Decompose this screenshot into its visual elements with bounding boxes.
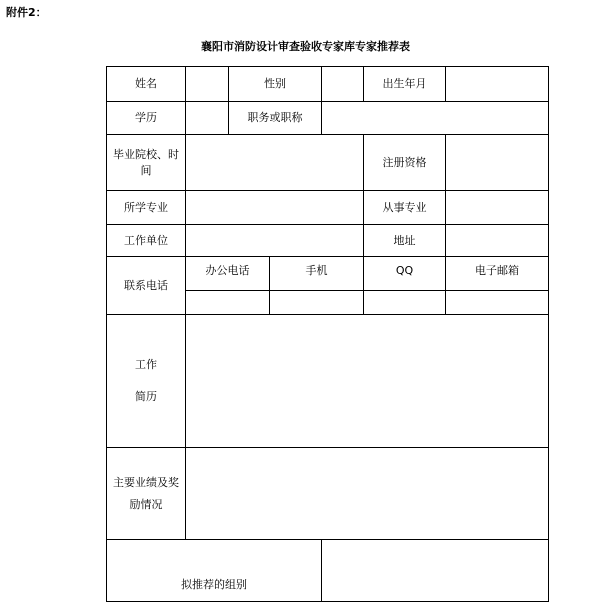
work-field-label: 从事专业 bbox=[364, 191, 446, 225]
school-label: 毕业院校、时 间 bbox=[107, 135, 186, 191]
school-value[interactable] bbox=[186, 135, 364, 191]
birth-label: 出生年月 bbox=[364, 67, 446, 102]
resume-value[interactable] bbox=[186, 315, 549, 448]
recommend-unit-value[interactable] bbox=[322, 540, 549, 602]
email-label: 电子邮箱 bbox=[446, 257, 549, 291]
office-phone-value[interactable] bbox=[186, 291, 270, 315]
office-phone-label: 办公电话 bbox=[186, 257, 270, 291]
qq-value[interactable] bbox=[364, 291, 446, 315]
qq-label: QQ bbox=[364, 257, 446, 291]
education-label: 学历 bbox=[107, 102, 186, 135]
registration-value[interactable] bbox=[446, 135, 549, 191]
recommendation-form bbox=[106, 66, 549, 602]
name-label: 姓名 bbox=[107, 67, 186, 102]
page-title: 襄阳市消防设计审查验收专家库专家推荐表 bbox=[201, 40, 410, 53]
gender-value[interactable] bbox=[322, 67, 364, 102]
work-field-value[interactable] bbox=[446, 191, 549, 225]
address-value[interactable] bbox=[446, 225, 549, 257]
resume-label: 工作 简历 bbox=[107, 315, 186, 448]
awards-label: 主要业绩及奖 励情况 bbox=[107, 448, 186, 540]
awards-value[interactable] bbox=[186, 448, 549, 540]
position-label: 职务或职称 bbox=[229, 102, 322, 135]
email-value[interactable] bbox=[446, 291, 549, 315]
attachment-label: 附件2： bbox=[6, 6, 47, 19]
registration-label: 注册资格 bbox=[364, 135, 446, 191]
major-value[interactable] bbox=[186, 191, 364, 225]
employer-value[interactable] bbox=[186, 225, 364, 257]
employer-label: 工作单位 bbox=[107, 225, 186, 257]
recommend-unit-label: 拟推荐的组别 bbox=[107, 540, 322, 602]
address-label: 地址 bbox=[364, 225, 446, 257]
contact-label: 联系电话 bbox=[107, 257, 186, 315]
position-value[interactable] bbox=[322, 102, 549, 135]
major-label: 所学专业 bbox=[107, 191, 186, 225]
education-value[interactable] bbox=[186, 102, 229, 135]
mobile-label: 手机 bbox=[270, 257, 364, 291]
name-value[interactable] bbox=[186, 67, 229, 102]
birth-value[interactable] bbox=[446, 67, 549, 102]
mobile-value[interactable] bbox=[270, 291, 364, 315]
gender-label: 性别 bbox=[229, 67, 322, 102]
